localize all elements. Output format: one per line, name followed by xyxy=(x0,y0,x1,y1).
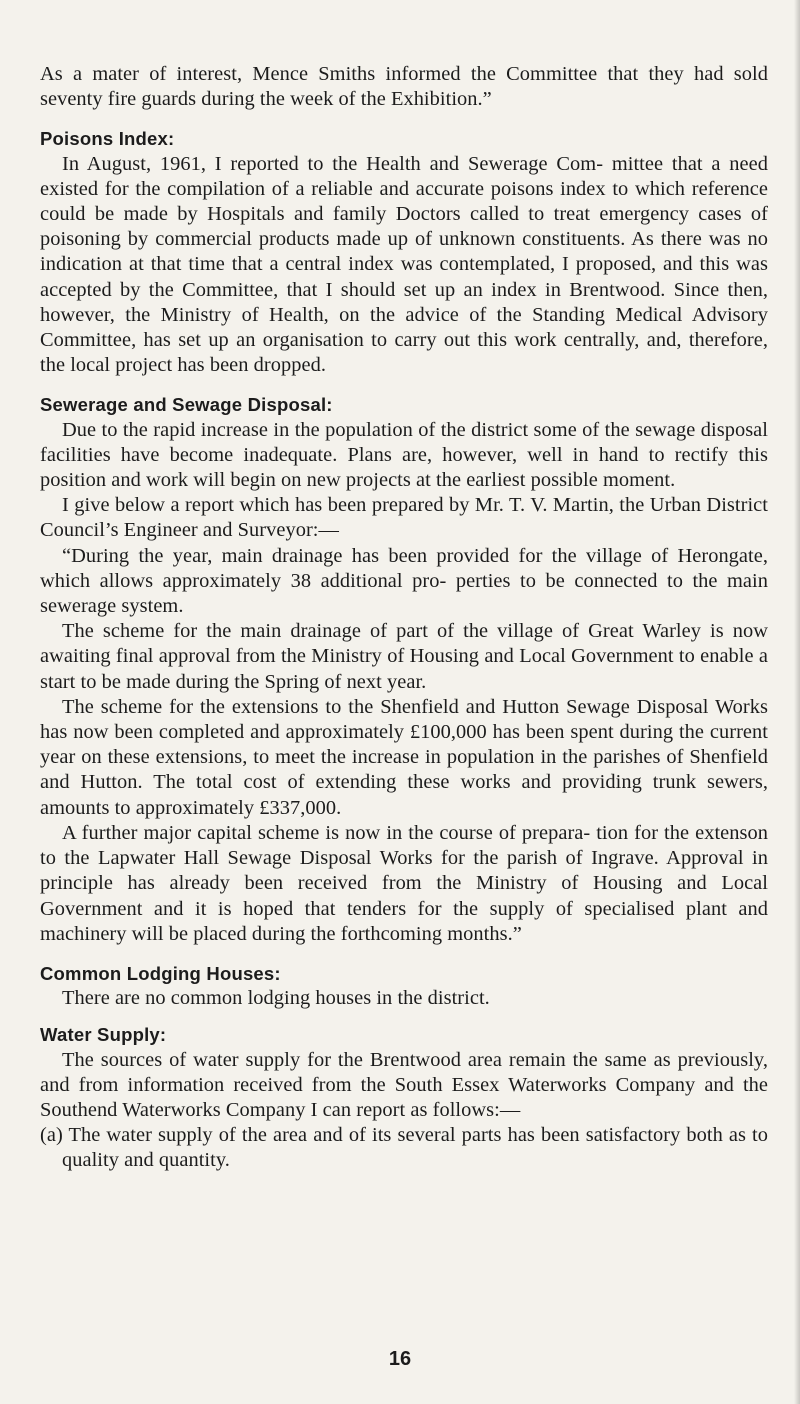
lodging-houses-heading: Common Lodging Houses: xyxy=(40,962,281,984)
sewerage-paragraph-6: A further major capital scheme is now in the course of prepara- tion for the extenson to the Lapwater Hall Sewage Disposal Works for the parish of Ingrave. Approval in principle has already been received from the Ministry of Housing and Local Government and it is hoped that tenders for the supply of specialised plant and machinery will be placed during the forthcoming months.” xyxy=(40,821,768,945)
sewerage-paragraph-2: I give below a report which has been prepared by Mr. T. V. Martin, the Urban District Council’s Engineer and Surveyor:— xyxy=(40,494,768,542)
poisons-index-paragraph: In August, 1961, I reported to the Health and Sewerage Com- mittee that a need existed for the compilation of a reliable and accurate poisons index to which reference could be made by Hospitals and family Doctors called to treat emergency cases of poisoning by commercial products made up of unknown constituents. As there was no indication at that time that a central index was contemplated, I proposed, and this was accepted by the Committee, that I should set up an index in Brentwood. Since then, however, the Ministry of Health, on the advice of the Standing Medical Advisory Committee, has set up an organisation to carry out this work centrally, and, therefore, the local project has been dropped. xyxy=(40,152,768,377)
water-supply-heading: Water Supply: xyxy=(40,1024,167,1046)
sewerage-heading: Sewerage and Sewage Disposal: xyxy=(40,394,333,416)
sewerage-paragraph-5: The scheme for the extensions to the Shenfield and Hutton Sewage Disposal Works has now been completed and approximately £100,000 has been spent during the current year on these extensions, to meet the increase in population in the parishes of Shenfield and Hutton. The total cost of extending these works and providing trunk sewers, amounts to approximately £337,000. xyxy=(40,695,768,819)
opening-paragraph: As a mater of interest, Mence Smiths informed the Committee that they had sold seventy fire guards during the week of the Exhibition.” xyxy=(40,63,768,111)
page-edge-shadow xyxy=(794,0,800,1404)
sewerage-paragraph-4: The scheme for the main drainage of part of the village of Great Warley is now awaiting final approval from the Ministry of Housing and Local Government to enable a start to be made during the Spring of next year. xyxy=(40,620,768,693)
lodging-houses-paragraph: There are no common lodging houses in the district. xyxy=(62,987,490,1010)
poisons-index-heading: Poisons Index: xyxy=(40,128,175,150)
document-page xyxy=(40,62,768,1174)
sewerage-paragraph-3: “During the year, main drainage has been provided for the village of Herongate, which allows approximately 38 additional pro- perties to be connected to the main sewerage system. xyxy=(40,544,768,618)
page-number: 16 xyxy=(388,1348,412,1370)
water-supply-paragraph: The sources of water supply for the Brentwood area remain the same as previously, and from information received from the South Essex Waterworks Company and the Southend Waterworks Company I can report as follows:— xyxy=(40,1048,768,1121)
water-supply-list-item: (a) The water supply of the area and of its several parts has been satisfactory both as to quality and quantity. xyxy=(40,1124,768,1172)
sewerage-paragraph-1: Due to the rapid increase in the population of the district some of the sewage disposal facilities have become inadequate. Plans are, however, well in hand to rectify this position and work will begin on new projects at the earliest possible moment. xyxy=(40,418,768,492)
